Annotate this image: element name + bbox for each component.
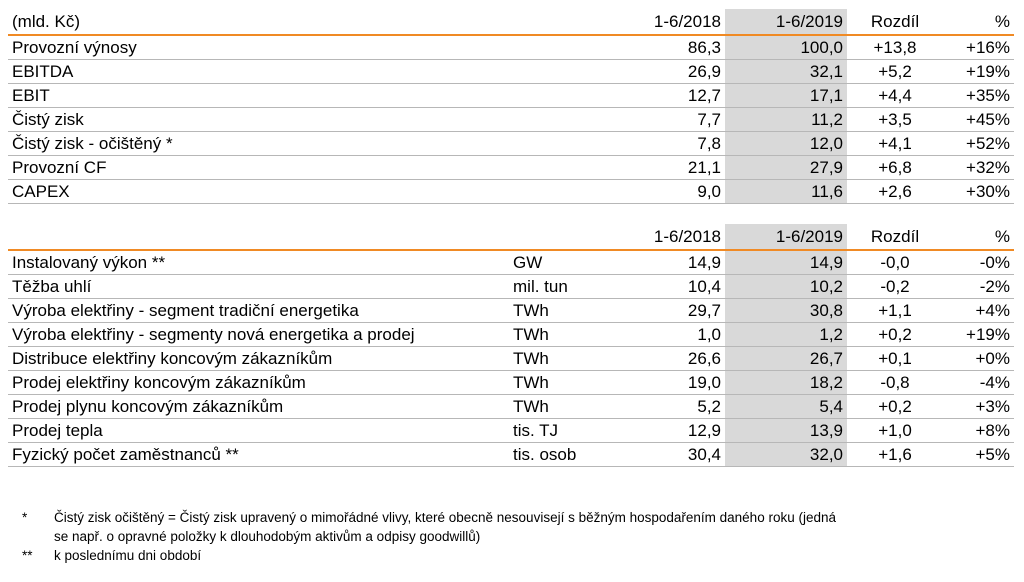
table-cell: +4%: [975, 301, 1010, 320]
table-cell: 26,7: [725, 347, 847, 371]
table-cell: Čistý zisk - očištěný *: [12, 134, 173, 153]
table-cell: 30,8: [725, 299, 847, 323]
table-cell: Provozní výnosy: [12, 38, 137, 57]
table-row: [8, 275, 1014, 299]
footnote-continuation: se např. o opravné položky k dlouhodobým aktivům a odpisy goodwillů): [54, 529, 481, 544]
footnote-mark: **: [22, 548, 33, 563]
table-cell: 1-6/2018: [653, 227, 721, 246]
table-cell: GW: [513, 253, 543, 272]
table-cell: Výroba elektřiny - segment tradiční energetika: [12, 301, 359, 320]
table-cell: 100,0: [725, 35, 847, 60]
footnotes: [22, 508, 1012, 565]
table-cell: 18,2: [725, 371, 847, 395]
footnote-text: k poslednímu dni období: [54, 548, 202, 563]
table-cell: +0%: [975, 349, 1010, 368]
table-cell: +4,1: [878, 134, 912, 153]
table-cell: +19%: [966, 62, 1010, 81]
table-cell: -0,2: [880, 277, 910, 296]
table-cell: EBIT: [12, 86, 50, 105]
table-cell: (mld. Kč): [12, 12, 80, 31]
table-cell: +16%: [966, 38, 1010, 57]
table-cell: +52%: [966, 134, 1010, 153]
table-cell: Fyzický počet zaměstnanců **: [12, 445, 239, 464]
financial-table: [8, 9, 1014, 204]
table-cell: +4,4: [878, 86, 912, 105]
table-cell: 32,1: [725, 60, 847, 84]
table-cell: Prodej plynu koncovým zákazníkům: [12, 397, 284, 416]
table-cell: +8%: [975, 421, 1010, 440]
table-row: [8, 84, 1014, 108]
table-cell: +6,8: [878, 158, 912, 177]
table-cell: 13,9: [725, 419, 847, 443]
table-cell: 30,4: [687, 445, 721, 464]
footnote-mark: *: [22, 510, 28, 525]
table-cell: +1,1: [878, 301, 912, 320]
table-cell: +19%: [966, 325, 1010, 344]
table-row: [8, 299, 1014, 323]
table-header: [8, 9, 1014, 35]
table-cell: EBITDA: [12, 62, 74, 81]
table-cell: %: [994, 12, 1010, 31]
table-header: [8, 224, 1014, 250]
table-cell: TWh: [513, 325, 549, 344]
table-cell: Instalovaný výkon **: [12, 253, 166, 272]
table-cell: Výroba elektřiny - segmenty nová energetika a prodej: [12, 325, 415, 344]
table-cell: +5,2: [878, 62, 912, 81]
table-cell: Distribuce elektřiny koncovým zákazníkům: [12, 349, 333, 368]
table-cell: Prodej tepla: [12, 421, 103, 440]
table-cell: Prodej elektřiny koncovým zákazníkům: [12, 373, 306, 392]
table-cell: -4%: [979, 373, 1010, 392]
table-cell: 26,9: [687, 62, 721, 81]
table-cell: +3%: [975, 397, 1010, 416]
table-cell: 5,4: [725, 395, 847, 419]
table-row: [8, 132, 1014, 156]
table-cell: Těžba uhlí: [12, 277, 92, 296]
table-cell: 26,6: [687, 349, 721, 368]
table-cell: +32%: [966, 158, 1010, 177]
table-cell: 1,2: [725, 323, 847, 347]
table-cell: +1,6: [878, 445, 912, 464]
table-row: [8, 108, 1014, 132]
table-row: [8, 250, 1014, 275]
table-cell: 1-6/2018: [653, 12, 721, 31]
table-row: [8, 395, 1014, 419]
table-row: [8, 180, 1014, 204]
table-cell: +3,5: [878, 110, 912, 129]
table-cell: -2%: [979, 277, 1010, 296]
table-cell: TWh: [513, 373, 549, 392]
table-cell: 9,0: [697, 182, 721, 201]
table-cell: 1,0: [697, 325, 721, 344]
table-cell: 11,2: [725, 108, 847, 132]
table-cell: 5,2: [697, 397, 721, 416]
table-cell: TWh: [513, 301, 549, 320]
footnote-2: [22, 546, 1012, 565]
table-cell: 10,4: [687, 277, 721, 296]
table-cell: +0,2: [878, 325, 912, 344]
table-row: [8, 60, 1014, 84]
table-cell: -0,0: [880, 253, 910, 272]
table-cell: +0,1: [878, 349, 912, 368]
table-cell: 7,8: [697, 134, 721, 153]
table-cell: Rozdíl: [870, 227, 920, 246]
table-row: [8, 443, 1014, 467]
table-cell: 32,0: [725, 443, 847, 467]
table-cell: tis. osob: [513, 445, 577, 464]
table-cell: 11,6: [725, 180, 847, 204]
table-cell: +35%: [966, 86, 1010, 105]
table-cell: +2,6: [878, 182, 912, 201]
table-cell: -0,8: [880, 373, 910, 392]
table-cell: +45%: [966, 110, 1010, 129]
table-cell: -0%: [979, 253, 1010, 272]
table-cell: +0,2: [878, 397, 912, 416]
table-cell: 10,2: [725, 275, 847, 299]
table-cell: Čistý zisk: [12, 110, 84, 129]
table-cell: 1-6/2019: [725, 224, 847, 250]
table-cell: 12,7: [687, 86, 721, 105]
table-cell: %: [994, 227, 1010, 246]
table-cell: +5%: [975, 445, 1010, 464]
table-cell: TWh: [513, 397, 549, 416]
table-cell: 14,9: [687, 253, 721, 272]
table-cell: +13,8: [873, 38, 917, 57]
table-cell: tis. TJ: [513, 421, 559, 440]
operating-table: [8, 224, 1014, 467]
table-row: [8, 371, 1014, 395]
table-cell: 12,9: [687, 421, 721, 440]
table-row: [8, 35, 1014, 60]
table-cell: [8, 224, 501, 250]
table-row: [8, 156, 1014, 180]
table-cell: 27,9: [725, 156, 847, 180]
table-cell: 7,7: [697, 110, 721, 129]
table-cell: TWh: [513, 349, 549, 368]
table-cell: 86,3: [687, 38, 721, 57]
table-cell: 17,1: [725, 84, 847, 108]
table-row: [8, 323, 1014, 347]
table-cell: mil. tun: [513, 277, 568, 296]
table-cell: CAPEX: [12, 182, 70, 201]
table-cell: 1-6/2019: [725, 9, 847, 35]
table-cell: 12,0: [725, 132, 847, 156]
table-cell: 29,7: [687, 301, 721, 320]
table-cell: 14,9: [725, 250, 847, 275]
table-cell: 21,1: [687, 158, 721, 177]
table-cell: Rozdíl: [870, 12, 920, 31]
table-cell: 19,0: [687, 373, 721, 392]
table-row: [8, 419, 1014, 443]
table-cell: +30%: [966, 182, 1010, 201]
footnote-text: Čistý zisk očištěný = Čistý zisk upravený o mimořádné vlivy, které obecně nesouvisejí s běžným hospodařením daného roku (jedná: [54, 510, 836, 525]
table-cell: [501, 224, 610, 250]
table-cell: Provozní CF: [12, 158, 107, 177]
table-cell: +1,0: [878, 421, 912, 440]
footnote-1: [22, 508, 1012, 546]
table-row: [8, 347, 1014, 371]
